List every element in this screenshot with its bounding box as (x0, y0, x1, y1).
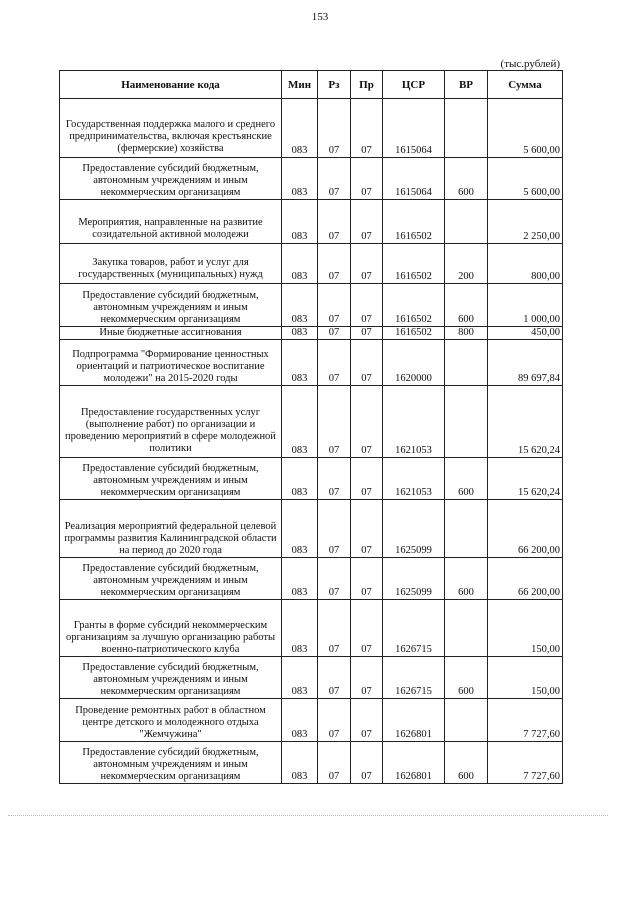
header-rz: Рз (318, 71, 351, 99)
cell-name: Реализация мероприятий федеральной целевой программы развития Калининградской области на период до 2020 года (60, 500, 282, 558)
cell-name: Предоставление субсидий бюджетным, автономным учреждениям и иным некоммерческим организациям (60, 558, 282, 600)
table-row (60, 244, 563, 284)
scan-edge-dots (8, 815, 608, 816)
table-row (60, 742, 563, 784)
cell-pr: 07 (351, 284, 383, 327)
cell-name: Предоставление государственных услуг (выполнение работ) по организации и проведению мероприятий в сфере молодежной политики (60, 386, 282, 458)
cell-min: 083 (282, 558, 318, 600)
cell-vr: 800 (445, 327, 488, 340)
cell-min: 083 (282, 244, 318, 284)
cell-rz: 07 (318, 158, 351, 200)
cell-name: Предоставление субсидий бюджетным, автономным учреждениям и иным некоммерческим организациям (60, 284, 282, 327)
cell-csr: 1626715 (383, 657, 445, 699)
cell-sum: 15 620,24 (488, 386, 563, 458)
cell-vr: 600 (445, 284, 488, 327)
cell-rz: 07 (318, 244, 351, 284)
cell-vr: 600 (445, 558, 488, 600)
cell-name: Иные бюджетные ассигнования (60, 327, 282, 340)
cell-vr (445, 600, 488, 657)
header-csr: ЦСР (383, 71, 445, 99)
header-sum: Сумма (488, 71, 563, 99)
cell-name: Государственная поддержка малого и среднего предпринимательства, включая крестьянские (фермерские) хозяйства (60, 99, 282, 158)
cell-name: Предоставление субсидий бюджетным, автономным учреждениям и иным некоммерческим организациям (60, 158, 282, 200)
cell-sum: 15 620,24 (488, 458, 563, 500)
header-vr: ВР (445, 71, 488, 99)
cell-rz: 07 (318, 742, 351, 784)
cell-vr: 600 (445, 742, 488, 784)
cell-csr: 1620000 (383, 340, 445, 386)
cell-vr (445, 99, 488, 158)
cell-csr: 1616502 (383, 327, 445, 340)
table-row (60, 99, 563, 158)
cell-sum: 66 200,00 (488, 500, 563, 558)
cell-pr: 07 (351, 244, 383, 284)
cell-sum: 7 727,60 (488, 699, 563, 742)
cell-rz: 07 (318, 657, 351, 699)
cell-name: Мероприятия, направленные на развитие созидательной активной молодежи (60, 200, 282, 244)
table-row (60, 600, 563, 657)
table-header-row (60, 71, 563, 99)
cell-csr: 1615064 (383, 158, 445, 200)
table-row (60, 327, 563, 340)
cell-rz: 07 (318, 458, 351, 500)
cell-rz: 07 (318, 327, 351, 340)
table-row (60, 158, 563, 200)
cell-pr: 07 (351, 386, 383, 458)
cell-pr: 07 (351, 99, 383, 158)
cell-pr: 07 (351, 458, 383, 500)
cell-min: 083 (282, 500, 318, 558)
table-row (60, 340, 563, 386)
cell-sum: 7 727,60 (488, 742, 563, 784)
cell-sum: 450,00 (488, 327, 563, 340)
cell-rz: 07 (318, 600, 351, 657)
table-row (60, 699, 563, 742)
cell-sum: 150,00 (488, 657, 563, 699)
cell-pr: 07 (351, 200, 383, 244)
table-row (60, 386, 563, 458)
cell-vr (445, 699, 488, 742)
cell-rz: 07 (318, 699, 351, 742)
cell-min: 083 (282, 327, 318, 340)
cell-csr: 1625099 (383, 558, 445, 600)
cell-rz: 07 (318, 500, 351, 558)
cell-rz: 07 (318, 284, 351, 327)
cell-csr: 1615064 (383, 99, 445, 158)
budget-table (59, 70, 563, 784)
cell-min: 083 (282, 458, 318, 500)
cell-sum: 800,00 (488, 244, 563, 284)
cell-vr (445, 340, 488, 386)
cell-min: 083 (282, 699, 318, 742)
cell-csr: 1626715 (383, 600, 445, 657)
cell-sum: 1 000,00 (488, 284, 563, 327)
cell-vr (445, 200, 488, 244)
cell-csr: 1616502 (383, 200, 445, 244)
table-row (60, 558, 563, 600)
cell-sum: 89 697,84 (488, 340, 563, 386)
cell-min: 083 (282, 284, 318, 327)
cell-vr: 200 (445, 244, 488, 284)
header-min: Мин (282, 71, 318, 99)
table-row (60, 458, 563, 500)
cell-min: 083 (282, 340, 318, 386)
cell-name: Закупка товаров, работ и услуг для государственных (муниципальных) нужд (60, 244, 282, 284)
cell-min: 083 (282, 386, 318, 458)
cell-vr: 600 (445, 458, 488, 500)
cell-rz: 07 (318, 558, 351, 600)
cell-name: Подпрограмма "Формирование ценностных ориентаций и патриотическое воспитание молодежи" на 2015-2020 годы (60, 340, 282, 386)
cell-csr: 1626801 (383, 742, 445, 784)
table-row (60, 657, 563, 699)
page-number: 153 (311, 11, 329, 23)
cell-rz: 07 (318, 200, 351, 244)
table-row (60, 200, 563, 244)
cell-pr: 07 (351, 558, 383, 600)
cell-vr (445, 500, 488, 558)
cell-name: Проведение ремонтных работ в областном центре детского и молодежного отдыха "Жемчужина" (60, 699, 282, 742)
cell-name: Предоставление субсидий бюджетным, автономным учреждениям и иным некоммерческим организациям (60, 742, 282, 784)
cell-vr: 600 (445, 158, 488, 200)
cell-pr: 07 (351, 699, 383, 742)
cell-csr: 1621053 (383, 386, 445, 458)
table-row (60, 500, 563, 558)
table-row (60, 284, 563, 327)
cell-sum: 5 600,00 (488, 158, 563, 200)
cell-sum: 5 600,00 (488, 99, 563, 158)
cell-csr: 1616502 (383, 284, 445, 327)
units-label: (тыс.рублей) (500, 58, 560, 70)
cell-sum: 2 250,00 (488, 200, 563, 244)
cell-csr: 1616502 (383, 244, 445, 284)
cell-min: 083 (282, 158, 318, 200)
cell-sum: 150,00 (488, 600, 563, 657)
cell-vr: 600 (445, 657, 488, 699)
cell-pr: 07 (351, 657, 383, 699)
cell-sum: 66 200,00 (488, 558, 563, 600)
cell-name: Предоставление субсидий бюджетным, автономным учреждениям и иным некоммерческим организациям (60, 458, 282, 500)
cell-pr: 07 (351, 327, 383, 340)
cell-name: Гранты в форме субсидий некоммерческим организациям за лучшую организацию работы военно-патриотического клуба (60, 600, 282, 657)
cell-csr: 1621053 (383, 458, 445, 500)
cell-pr: 07 (351, 340, 383, 386)
cell-vr (445, 386, 488, 458)
cell-rz: 07 (318, 386, 351, 458)
cell-name: Предоставление субсидий бюджетным, автономным учреждениям и иным некоммерческим организациям (60, 657, 282, 699)
cell-pr: 07 (351, 600, 383, 657)
cell-pr: 07 (351, 500, 383, 558)
header-name: Наименование кода (60, 71, 282, 99)
cell-pr: 07 (351, 742, 383, 784)
cell-pr: 07 (351, 158, 383, 200)
cell-min: 083 (282, 600, 318, 657)
cell-min: 083 (282, 657, 318, 699)
header-pr: Пр (351, 71, 383, 99)
cell-csr: 1625099 (383, 500, 445, 558)
cell-csr: 1626801 (383, 699, 445, 742)
cell-min: 083 (282, 200, 318, 244)
cell-rz: 07 (318, 99, 351, 158)
cell-min: 083 (282, 99, 318, 158)
cell-rz: 07 (318, 340, 351, 386)
cell-min: 083 (282, 742, 318, 784)
